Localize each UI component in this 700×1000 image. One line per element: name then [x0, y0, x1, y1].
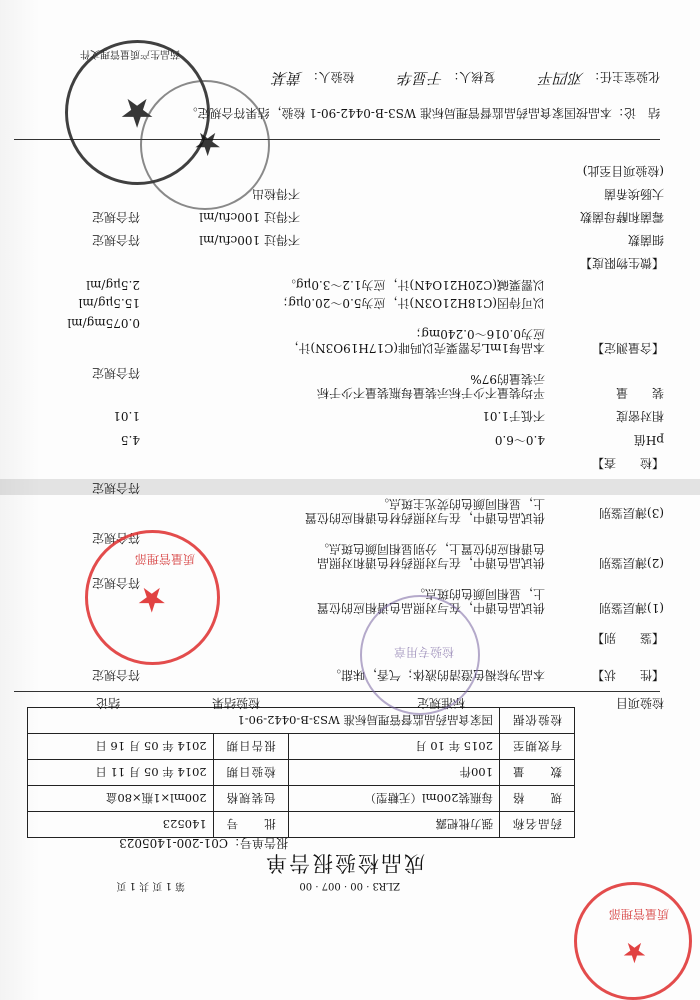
result-text: 1.01 [113, 409, 140, 423]
reviewer-label: 复核人： [447, 70, 496, 84]
star-icon: ★ [136, 579, 167, 619]
form-code: ZLR3 · 00 · 007 · 00 [299, 880, 400, 891]
table-cell: 2015 年 10 月 [288, 734, 499, 760]
column-header-item: 检验项目 [615, 696, 664, 710]
section-label: 【微生物限度】 [579, 256, 664, 270]
standard-text: 供试品色谱中，在与对照药材色谱相应的位置上，显相同颜色的荧光主斑点。 [304, 497, 545, 525]
conclusion-text: 符合规定 [91, 668, 140, 682]
conclusion-text: 符合规定 [91, 531, 140, 545]
director-label: 化验室主任： [587, 70, 660, 84]
page-label: 第 1 页 共 1 页 [116, 880, 185, 891]
inspector-signature: 黄某 [272, 69, 303, 87]
inspector-label: 检验人： [306, 70, 355, 84]
item-label: (3)薄层鉴别 [599, 506, 664, 520]
standard-text: 以罂粟碱(C20H21O4N)计，应为1.2～3.0μg。 [283, 278, 545, 292]
company-stamp-caption: 药品生产质量管理文件 [80, 48, 180, 59]
section-label: 【性 状】 [591, 668, 664, 682]
end-marker: (检验项目至此) [582, 164, 664, 178]
scan-shadow [0, 0, 40, 1000]
column-header-standard: 标准规定 [416, 696, 465, 710]
standard-text: 供试品色谱中，在与对照药材色谱和对照品色谱相应的位置上，分别显相同颜色斑点。 [316, 542, 545, 570]
star-icon: ★ [621, 936, 647, 969]
table-cell: 有效期至 [500, 734, 575, 760]
conclusion-text: 符合规定 [91, 233, 140, 247]
table-cell: 200ml×1瓶×80盒 [28, 786, 214, 812]
item-label: 霉菌和酵母菌数 [579, 210, 664, 224]
result-text: 4.5 [120, 433, 140, 447]
result-text: 15.5μg/ml [78, 296, 140, 310]
standard-text: 本品每1mL含罂粟壳以吗啡(C17H19O3N)计，应为0.016～0.240mg； [286, 327, 545, 355]
table-row [28, 760, 575, 786]
footer-stamp [574, 882, 692, 1000]
table-cell: 批 号 [213, 812, 288, 838]
item-label: pH值 [633, 433, 664, 447]
table-cell: 140523 [28, 812, 214, 838]
qa-stamp-label: 质量管理部 [134, 552, 195, 566]
scan-artifact [0, 479, 700, 495]
standard-text: 不低于1.01 [482, 409, 545, 423]
standard-text: 供试品色谱中，在与对照品色谱相应的位置上，显相同颜色的斑点。 [316, 587, 545, 615]
table-cell: 100件 [288, 760, 499, 786]
table-cell: 包装规格 [213, 786, 288, 812]
qc-stamp-label: 检验专用章 [393, 645, 454, 659]
table-cell: 2014 年 05 月 11 日 [28, 760, 214, 786]
table-row [28, 812, 575, 838]
table-cell: 数 量 [500, 760, 575, 786]
table-row [28, 708, 575, 734]
section-label: 【鉴 别】 [591, 631, 664, 645]
qc-stamp [360, 595, 480, 715]
table-cell: 药品名称 [500, 812, 575, 838]
standard-text: 平均装量不少于标示装量每瓶装量不少于标示装量的97% [316, 372, 545, 400]
column-header-conclusion: 结论 [95, 696, 120, 710]
item-label: 相对密度 [615, 409, 664, 423]
result-text: 0.075mg/ml [67, 316, 140, 330]
item-label: (1)薄层鉴别 [599, 601, 664, 615]
column-header-result: 检验结果 [211, 696, 260, 710]
table-cell: 每瓶装200ml（无糖型） [288, 786, 499, 812]
standard-text: 不得检出 [251, 187, 300, 201]
item-label: 细菌数 [627, 233, 664, 247]
inspection-seal [140, 80, 270, 210]
table-row [28, 786, 575, 812]
qa-stamp [85, 530, 220, 665]
table-cell: 检验日期 [213, 760, 288, 786]
table-cell: 规 格 [500, 786, 575, 812]
conclusion-text: 符合规定 [91, 366, 140, 380]
footer-stamp-label: 质量管理部 [608, 907, 669, 921]
table-cell: 国家食品药品监督管理局标准 WS3-B-0442-90-1 [28, 708, 500, 734]
standard-text: 4.0～6.0 [494, 433, 545, 447]
table-cell: 检验依据 [500, 708, 575, 734]
conclusion-text: 符合规定 [91, 576, 140, 590]
section-label: 【检 查】 [591, 456, 664, 470]
standard-text: 本品为棕褐色澄清的液体；气香，味甜。 [328, 668, 545, 682]
standard-text: 不得过 100cfu/ml [199, 210, 300, 224]
director-signature: 邓四平 [539, 69, 585, 87]
reviewer-signature: 于显华 [398, 69, 444, 87]
item-label: (2)薄层鉴别 [599, 556, 664, 570]
conclusion-line: 结 论：本品按国家食品药品监督管理局标准 WS3-B-0442-90-1 检验，结果符合规定。 [185, 106, 660, 120]
table-cell: 报告日期 [213, 734, 288, 760]
table-cell: 2014 年 05 月 16 日 [28, 734, 214, 760]
standard-text: 以可待因(C18H21O3N)计，应为5.0～20.0μg； [276, 296, 545, 310]
item-label: 大肠埃希菌 [603, 187, 664, 201]
star-icon: ★ [119, 89, 155, 135]
result-text: 2.5μg/ml [86, 278, 140, 292]
conclusion-text: 符合规定 [91, 210, 140, 224]
standard-text: 不得过 100cfu/ml [199, 233, 300, 247]
item-label: 装 量 [615, 386, 664, 400]
divider [14, 691, 660, 692]
section-label: 【含量测定】 [591, 341, 664, 355]
table-row [28, 734, 575, 760]
report-number: 报告单号：C01-200-1405023 [119, 836, 288, 850]
conclusion-text: 符合规定 [91, 481, 140, 495]
table-cell: 强力枇杷露 [288, 812, 499, 838]
info-table [27, 707, 575, 838]
star-icon: ★ [193, 125, 222, 163]
report-title: 成品检验报告单 [264, 851, 425, 875]
